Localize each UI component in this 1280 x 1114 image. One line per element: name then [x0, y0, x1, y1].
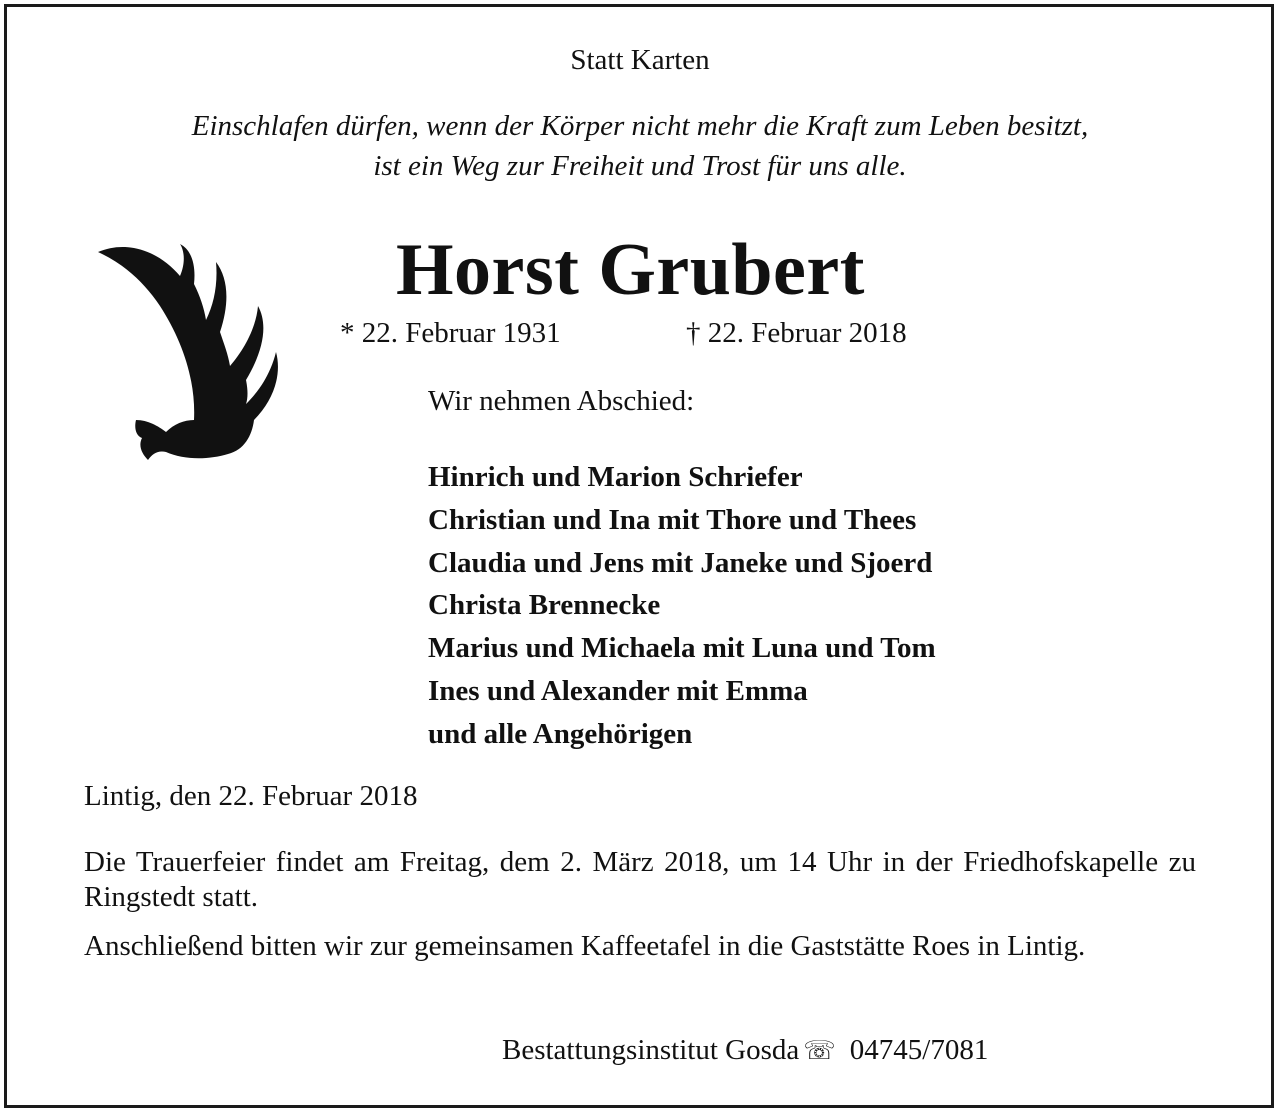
- undertaker-name: Bestattungsinstitut Gosda: [502, 1034, 800, 1066]
- deceased-name: Horst Grubert: [396, 229, 865, 311]
- funeral-paragraph: Die Trauerfeier findet am Freitag, dem 2. März 2018, um 14 Uhr in der Friedhofskapelle zu Ringstedt statt.: [84, 846, 1196, 913]
- statt-karten: Statt Karten: [570, 44, 710, 76]
- mourners-list: [428, 456, 936, 756]
- quote-line-1: Einschlafen dürfen, wenn der Körper nicht mehr die Kraft zum Leben besitzt,: [191, 110, 1089, 142]
- mourner-line: Christian und Ina mit Thore und Thees: [428, 503, 917, 536]
- farewell-intro: Wir nehmen Abschied:: [428, 385, 695, 417]
- mourner-line: Christa Brennecke: [428, 589, 661, 622]
- mourner-line: und alle Angehörigen: [428, 717, 693, 750]
- death-date: † 22. Februar 2018: [686, 317, 907, 349]
- mourner-line: Claudia und Jens mit Janeke und Sjoerd: [428, 546, 933, 579]
- antler-icon: [96, 240, 282, 462]
- birth-date: * 22. Februar 1931: [340, 317, 561, 349]
- place-date: Lintig, den 22. Februar 2018: [84, 780, 418, 812]
- mourner-line: Hinrich und Marion Schriefer: [428, 461, 803, 493]
- phone-number: 04745/7081: [849, 1034, 989, 1066]
- undertaker-contact: [502, 1034, 988, 1067]
- mourner-line: Marius und Michaela mit Luna und Tom: [428, 632, 936, 665]
- coffee-paragraph: Anschließend bitten wir zur gemeinsamen Kaffeetafel in die Gaststätte Roes in Lintig.: [84, 930, 1086, 962]
- telephone-icon: ☏: [803, 1036, 836, 1066]
- mourner-line: Ines und Alexander mit Emma: [428, 674, 808, 707]
- quote-line-2: ist ein Weg zur Freiheit und Trost für uns alle.: [373, 150, 907, 182]
